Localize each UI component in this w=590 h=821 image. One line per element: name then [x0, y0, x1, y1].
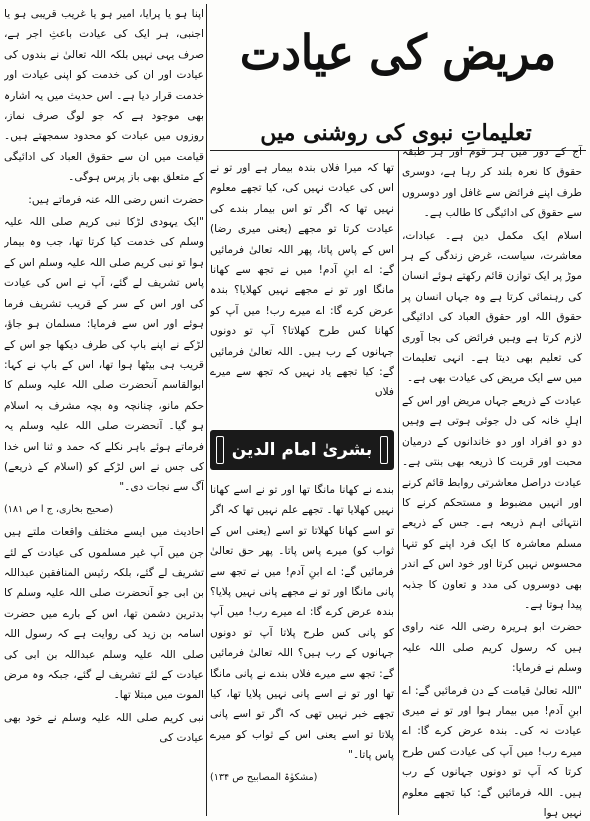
column-left — [4, 4, 204, 816]
paragraph: تھا کہ میرا فلاں بندہ بیمار ہے اور تو نے اس کی عیادت نہیں کی، کیا تجھے معلوم نہیں تھا کہ اگر تو اس بیمار بندے کی عیادت کرتا تو مجھے (یعنی میری رضا) اس کے پاس پاتا، پھر اللہ تعالیٰ فرمائیں گے: اے ابنِ آدم! میں نے تجھ سے کھانا مانگا اور تو نے مجھے نہیں کھلایا؟ بندہ عرض کرے گا: اے میرے رب! میں آپ کو کھانا کس طرح کھلاتا؟ آپ تو دونوں جہانوں کے رب ہیں۔ اللہ تعالیٰ فرمائیں گے: کیا تجھے یاد نہیں کہ تجھ سے میرے فلاں — [210, 162, 394, 399]
reference-citation: (مشکوٰۃ المصابیح ص ۱۳۴) — [210, 771, 318, 783]
headline-block — [210, 6, 586, 106]
paragraph: احادیث میں ایسے مختلف واقعات ملتے ہیں جن میں آپ غیر مسلموں کی عیادت کے لئے تشریف لے گئے، بلکہ رئیس المنافقین عبداللہ بن ابی جو آنحضرت صلی اللہ علیہ وسلم کا بدترین دشمن تھا، اس کے بارے میں حضرت اسامہ بن زید کی روایت ہے کہ رسول اللہ صلی اللہ علیہ وسلم عبداللہ بن ابی کی عیادت کے لئے تشریف لے گئے، جبکہ وہ مرض الموت میں مبتلا تھا۔ — [4, 526, 204, 702]
hadith-quote: "ایک یہودی لڑکا نبی کریم صلی اللہ علیہ وسلم کی خدمت کیا کرتا تھا، جب وہ بیمار ہوا تو نبی کریم صلی اللہ علیہ وسلم اس کے پاس تشریف لے گئے، آپ نے اس کی عیادت کی اور اس کے سر کے قریب تشریف فرما ہوئے اور اس سے فرمایا: مسلمان ہو جاؤ، لڑکے نے اپنے باپ کی طرف دیکھا جو اس کے قریب ہی بیٹھا ہوا تھا، اس کے باپ نے کہا: ابوالقاسم آنحضرت صلی اللہ علیہ وسلم کا حکم مانو، چنانچہ وہ بچہ مشرف بہ اسلام ہو گیا۔ آنحضرت صلی اللہ علیہ وسلم یہ فرماتے ہوئے باہر نکلے کہ حمد و ثنا اس خدا کی جس نے اس لڑکے کو (اسلام کے ذریعے) آگ سے نجات دی۔" — [4, 216, 204, 494]
paragraph: حضرت ابو ہریرہ رضی اللہ عنہ راوی ہیں کہ رسول کریم صلی اللہ علیہ وسلم نے فرمایا: — [402, 621, 582, 675]
page-title: مریض کی عیادت — [239, 25, 557, 81]
author-banner — [210, 430, 394, 470]
paragraph: اپنا ہو یا پرایا، امیر ہو یا غریب قریبی ہو یا اجنبی، ہر ایک کی عیادت باعثِ اجر ہے، صرف یہی نہیں بلکہ اللہ تعالیٰ نے بندوں کی عیادت اور ان کی خدمت کو اپنی عیادت اور خدمت قرار دیا ہے۔ اس حدیث میں یہ اشارہ بھی موجود ہے کہ جو لوگ صرف نماز، روزوں میں عبادت کو محدود سمجھتے ہیں۔ قیامت میں ان سے حقوق العباد کی ادائیگی کے متعلق بھی باز پرس ہوگی۔ — [4, 8, 204, 184]
paragraph: اسلام ایک مکمل دین ہے۔ عبادات، معاشرت، سیاست، غرض زندگی کے ہر موڑ پر ایک توازن قائم رکھتے ہوئے انسان کی رہنمائی کرتا ہے وہ جہاں انسان پر حقوق اللہ اور حقوق العباد کی ادائیگی لازم کرتا ہے وہیں فرائض کی بجا آوری کی تعلیم بھی دیتا ہے۔ انہی تعلیمات میں سے ایک مریض کی عیادت بھی ہے۔ — [402, 229, 582, 385]
paragraph: بندے نے کھانا مانگا تھا اور تو نے اسے کھانا نہیں کھلایا تھا۔ تجھے علم نہیں تھا کہ اگر تو اسے کھانا کھلاتا تو اسے (یعنی اس کے ثواب کو) میرے پاس پاتا۔ پھر حق تعالیٰ فرمائیں گے: اے ابنِ آدم! میں نے تجھ سے پانی مانگا اور تو نے مجھے پانی نہیں پلایا؟ بندہ عرض کرے گا: اے میرے رب! میں آپ کو پانی کس طرح پلاتا آپ تو دونوں جہانوں کے رب ہیں؟ اللہ تعالیٰ فرمائیں گے: تجھ سے میرے فلاں بندے نے پانی مانگا تھا اور تو نے اسے پانی نہیں پلایا تھا، کیا تجھے خبر نہیں تھی کہ اگر تو اسے پانی پلاتا تو اسے یعنی اس کے ثواب کو میرے پاس پاتا۔" — [210, 484, 394, 762]
reference-citation: (صحیح بخاری، ج ا ص ۱۸۱) — [4, 503, 114, 515]
author-name: بشریٰ امام الدین — [231, 440, 373, 460]
paragraph: آج کے دور میں ہر قوم اور ہر طبقہ حقوق کا نعرہ بلند کر رہا ہے، دوسری طرف اپنے فرائض سے غافل اور دوسروں سے حقوق کی ادائیگی کا طالب ہے۔ — [402, 146, 582, 220]
column-middle — [210, 158, 394, 426]
column-middle-continued — [210, 480, 394, 820]
paragraph: نبی کریم صلی اللہ علیہ وسلم نے خود بھی عیادت کی — [4, 711, 204, 745]
page-subtitle: تعلیماتِ نبوی کی روشنی میں — [260, 120, 532, 146]
column-right — [402, 142, 582, 821]
column-divider-left — [206, 4, 207, 816]
column-divider-right — [398, 150, 399, 815]
paragraph: حضرت انس رضی اللہ عنہ فرماتے ہیں: — [28, 193, 204, 206]
hadith-quote: "اللہ تعالیٰ قیامت کے دن فرمائیں گے: اے ابنِ آدم! میں بیمار ہوا اور تو نے میری عیادت نہ کی۔ بندہ عرض کرے گا: اے میرے رب! میں آپ کی عیادت کس طرح کرتا کہ آپ تو دونوں جہانوں کے رب ہیں۔ اللہ فرمائیں گے: کیا تجھے معلوم نہیں ہوا — [402, 684, 582, 819]
paragraph: عیادت کے ذریعے جہاں مریض اور اس کے اہلِ خانہ کی دل جوئی ہوتی ہے وہیں دو دو افراد اور دو خاندانوں کے درمیان محبت اور قربت کا ذریعہ بھی بنتی ہے۔ عیادت دراصل معاشرتی روابط قائم کرنے اور انہیں مضبوط و مستحکم کرنے کا انتہائی اہم ذریعہ ہے۔ جس کے ذریعے مسلم معاشرہ کا ایک فرد اپنے کو تنہا محسوس نہیں کرتا اور خود اس کے اندر بھی دوسروں کی مدد و تعاون کا جذبہ پیدا ہوتا ہے۔ — [402, 394, 582, 611]
